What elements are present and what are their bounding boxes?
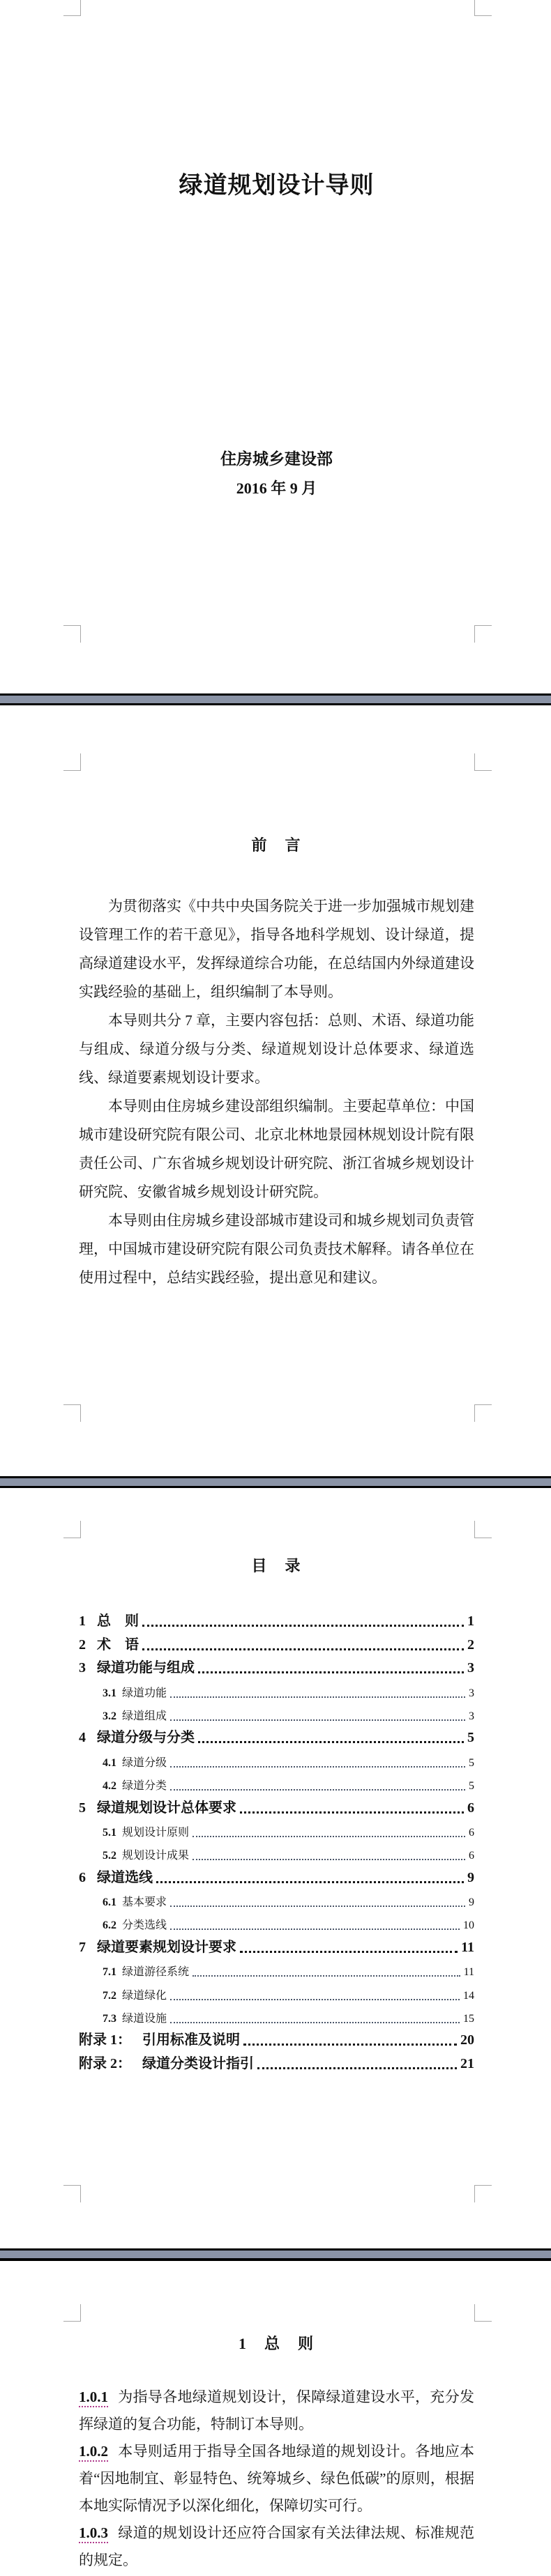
toc-entry-label: 绿道要素规划设计要求: [97, 1939, 236, 1955]
toc-dot-leader: [198, 1671, 464, 1673]
toc-entry-number: 5.1: [103, 1826, 116, 1839]
toc-entry: [79, 1820, 474, 1843]
toc-dot-leader: [170, 1906, 465, 1907]
page-cover: [0, 0, 551, 693]
toc-entry-number: 5.2: [103, 1850, 116, 1862]
toc-entry-label: 绿道设施: [122, 2013, 167, 2025]
toc-entry-label: 绿道分类设计指引: [142, 2055, 254, 2071]
toc-entry: [79, 1912, 474, 1935]
toc-entry-label: 分类选线: [122, 1919, 167, 1932]
toc-dot-leader: [198, 1741, 464, 1743]
toc-dot-leader: [142, 1648, 464, 1650]
toc-entry: [79, 2006, 474, 2029]
toc-entry: [79, 1610, 474, 1633]
clause-number: 1.0.3: [79, 2524, 108, 2543]
toc-entry-number: 附录 1：: [79, 2032, 131, 2048]
toc-dot-leader: [240, 1811, 464, 1814]
preface-paragraph: 本导则共分 7 章，主要内容包括：总则、术语、绿道功能与组成、绿道分级与分类、绿道规划设计总体要求、绿道选线、绿道要素规划设计要求。: [79, 1012, 474, 1086]
toc-entry-number: 7.1: [103, 1966, 116, 1979]
toc-entry-label: 规划设计成果: [122, 1850, 190, 1862]
toc-entry: [79, 1680, 474, 1703]
document-title: 绿道规划设计导则: [179, 173, 375, 199]
toc-entry-number: 3.1: [103, 1687, 116, 1699]
toc-dot-leader: [170, 1696, 465, 1698]
toc-dot-leader: [170, 2022, 460, 2023]
crop-mark-top-right-icon: [474, 753, 492, 771]
crop-mark-top-left-icon: [63, 1521, 81, 1538]
chapter-heading: 1 总 则: [238, 2335, 315, 2352]
crop-mark-top-right-icon: [474, 1521, 492, 1538]
toc-entry-page: 2: [467, 1636, 474, 1653]
toc-entry-label: 绿道选线: [97, 1869, 153, 1885]
clause: [79, 2520, 474, 2574]
toc-entry-page: 6: [469, 1850, 474, 1862]
crop-mark-bottom-right-icon: [474, 2185, 492, 2202]
toc-entry-number: 4.2: [103, 1780, 116, 1793]
toc-entry-label: 绿道组成: [122, 1710, 167, 1722]
toc-entry: [79, 1796, 474, 1819]
toc-list: [79, 1610, 474, 2076]
crop-mark-bottom-left-icon: [63, 625, 81, 643]
toc-entry-page: 3: [467, 1660, 474, 1676]
toc-entry-page: 9: [469, 1896, 474, 1909]
toc-entry: [79, 1749, 474, 1772]
toc-entry-number: 7: [79, 1939, 86, 1955]
toc-heading: 目 录: [251, 1557, 302, 1574]
toc-entry-number: 7.2: [103, 1989, 116, 2002]
publisher: 住房城乡建设部: [220, 450, 333, 468]
toc-entry-label: 绿道规划设计总体要求: [97, 1800, 236, 1816]
clause: [79, 2438, 474, 2520]
toc-entry-number: 4: [79, 1730, 86, 1746]
clause-text: 本导则适用于指导全国各地绿道的规划设计。各地应本着“因地制宜、彰显特色、统筹城乡、绿色低碳”的原则，根据本地实际情况予以深化细化，保障切实可行。: [79, 2443, 474, 2514]
toc-entry: [79, 2029, 474, 2052]
toc-dot-leader: [156, 1881, 464, 1883]
toc-entry: [79, 1726, 474, 1749]
clause: [79, 2384, 474, 2438]
toc-entry-page: 11: [463, 1966, 474, 1979]
crop-mark-bottom-right-icon: [474, 1404, 492, 1422]
crop-mark-bottom-right-icon: [474, 625, 492, 643]
toc-entry-label: 总 则: [97, 1613, 139, 1630]
toc-entry-page: 3: [469, 1710, 474, 1722]
toc-entry-page: 9: [467, 1869, 474, 1885]
toc-entry-label: 绿道功能: [122, 1687, 167, 1699]
toc-entry-number: 6: [79, 1869, 86, 1885]
toc-entry: [79, 1982, 474, 2005]
toc-entry: [79, 2052, 474, 2075]
toc-entry: [79, 1633, 474, 1656]
toc-entry-number: 3.2: [103, 1710, 116, 1722]
preface-paragraph: 本导则由住房城乡建设部组织编制。主要起草单位：中国城市建设研究院有限公司、北京北林地景园林规划设计院有限责任公司、广东省城乡规划设计研究院、浙江省城乡规划设计研究院、安徽省城乡规划设计研究院。: [79, 1098, 474, 1200]
toc-dot-leader: [170, 1766, 465, 1768]
toc-entry-page: 20: [460, 2032, 474, 2048]
toc-entry-number: 2: [79, 1636, 86, 1653]
toc-entry-number: 1: [79, 1613, 86, 1630]
preface-paragraph: 为贯彻落实《中共中央国务院关于进一步加强城市规划建设管理工作的若干意见》，指导各地科学规划、设计绿道，提高绿道建设水平，发挥绿道综合功能，在总结国内外绿道建设实践经验的基础上，组织编制了本导则。: [79, 898, 474, 1000]
toc-entry-page: 21: [460, 2055, 474, 2071]
crop-mark-top-left-icon: [63, 753, 81, 771]
toc-dot-leader: [193, 1975, 460, 1977]
chapter-body: [79, 2384, 474, 2574]
toc-entry-number: 5: [79, 1800, 86, 1816]
preface-body: [79, 892, 474, 1292]
preface-paragraph: 本导则由住房城乡建设部城市建设司和城乡规划司负责管理，中国城市建设研究院有限公司负责技术解释。请各单位在使用过程中，总结实践经验，提出意见和建议。: [79, 1212, 474, 1286]
preface-heading: 前 言: [251, 836, 302, 854]
toc-entry-page: 5: [467, 1730, 474, 1746]
toc-entry: [79, 1866, 474, 1889]
clause-number: 1.0.2: [79, 2443, 108, 2462]
page-separator: [0, 2248, 551, 2261]
toc-entry-number: 附录 2：: [79, 2055, 131, 2071]
clause-text: 为指导各地绿道规划设计，保障绿道建设水平，充分发挥绿道的复合功能，特制订本导则。: [79, 2389, 474, 2432]
toc-dot-leader: [170, 1719, 465, 1721]
page-chapter-1: [0, 2261, 551, 2576]
toc-entry-number: 3: [79, 1660, 86, 1676]
page-separator: [0, 693, 551, 705]
toc-entry: [79, 1935, 474, 1958]
toc-entry-page: 6: [469, 1826, 474, 1839]
toc-dot-leader: [257, 2067, 457, 2069]
toc-entry: [79, 1657, 474, 1680]
toc-entry-label: 绿道分类: [122, 1780, 167, 1793]
toc-entry-label: 绿道绿化: [122, 1989, 167, 2002]
toc-dot-leader: [243, 2044, 457, 2046]
publication-date: 2016 年 9 月: [236, 480, 317, 497]
page-preface: [0, 705, 551, 1476]
toc-entry-page: 10: [463, 1919, 474, 1932]
page-toc: [0, 1488, 551, 2248]
toc-dot-leader: [193, 1859, 465, 1860]
toc-entry: [79, 1703, 474, 1726]
toc-entry-label: 术 语: [97, 1636, 139, 1653]
crop-mark-top-right-icon: [474, 2304, 492, 2322]
toc-entry-label: 绿道游径系统: [122, 1966, 190, 1979]
crop-mark-top-left-icon: [63, 0, 81, 16]
toc-entry-page: 6: [467, 1800, 474, 1816]
toc-entry-page: 5: [469, 1780, 474, 1793]
toc-entry-label: 引用标准及说明: [142, 2032, 240, 2048]
toc-entry-number: 7.3: [103, 2013, 116, 2025]
crop-mark-bottom-left-icon: [63, 2185, 81, 2202]
toc-entry-label: 绿道分级: [122, 1756, 167, 1769]
crop-mark-top-left-icon: [63, 2304, 81, 2322]
toc-entry: [79, 1843, 474, 1866]
toc-entry-page: 3: [469, 1687, 474, 1699]
toc-entry-page: 11: [461, 1939, 474, 1955]
clause-number: 1.0.1: [79, 2389, 108, 2407]
toc-entry-page: 14: [463, 1989, 474, 2002]
crop-mark-bottom-left-icon: [63, 1404, 81, 1422]
toc-dot-leader: [240, 1951, 458, 1953]
toc-entry-label: 基本要求: [122, 1896, 167, 1909]
toc-dot-leader: [170, 1789, 465, 1791]
toc-entry: [79, 1773, 474, 1796]
toc-entry-page: 1: [467, 1613, 474, 1630]
toc-entry-number: 4.1: [103, 1756, 116, 1769]
toc-entry-page: 15: [463, 2013, 474, 2025]
toc-dot-leader: [193, 1836, 465, 1837]
toc-entry: [79, 1889, 474, 1912]
toc-entry-page: 5: [469, 1756, 474, 1769]
page-separator: [0, 1476, 551, 1488]
toc-dot-leader: [170, 1929, 460, 1930]
toc-entry-label: 规划设计原则: [122, 1826, 190, 1839]
toc-dot-leader: [142, 1625, 464, 1627]
toc-entry-label: 绿道分级与分类: [97, 1730, 195, 1746]
clause-text: 绿道的规划设计还应符合国家有关法律法规、标准规范的规定。: [79, 2524, 474, 2568]
toc-dot-leader: [170, 1999, 460, 2000]
toc-entry: [79, 1959, 474, 1982]
toc-entry-number: 6.2: [103, 1919, 116, 1932]
crop-mark-top-right-icon: [474, 0, 492, 16]
toc-entry-label: 绿道功能与组成: [97, 1660, 195, 1676]
toc-entry-number: 6.1: [103, 1896, 116, 1909]
